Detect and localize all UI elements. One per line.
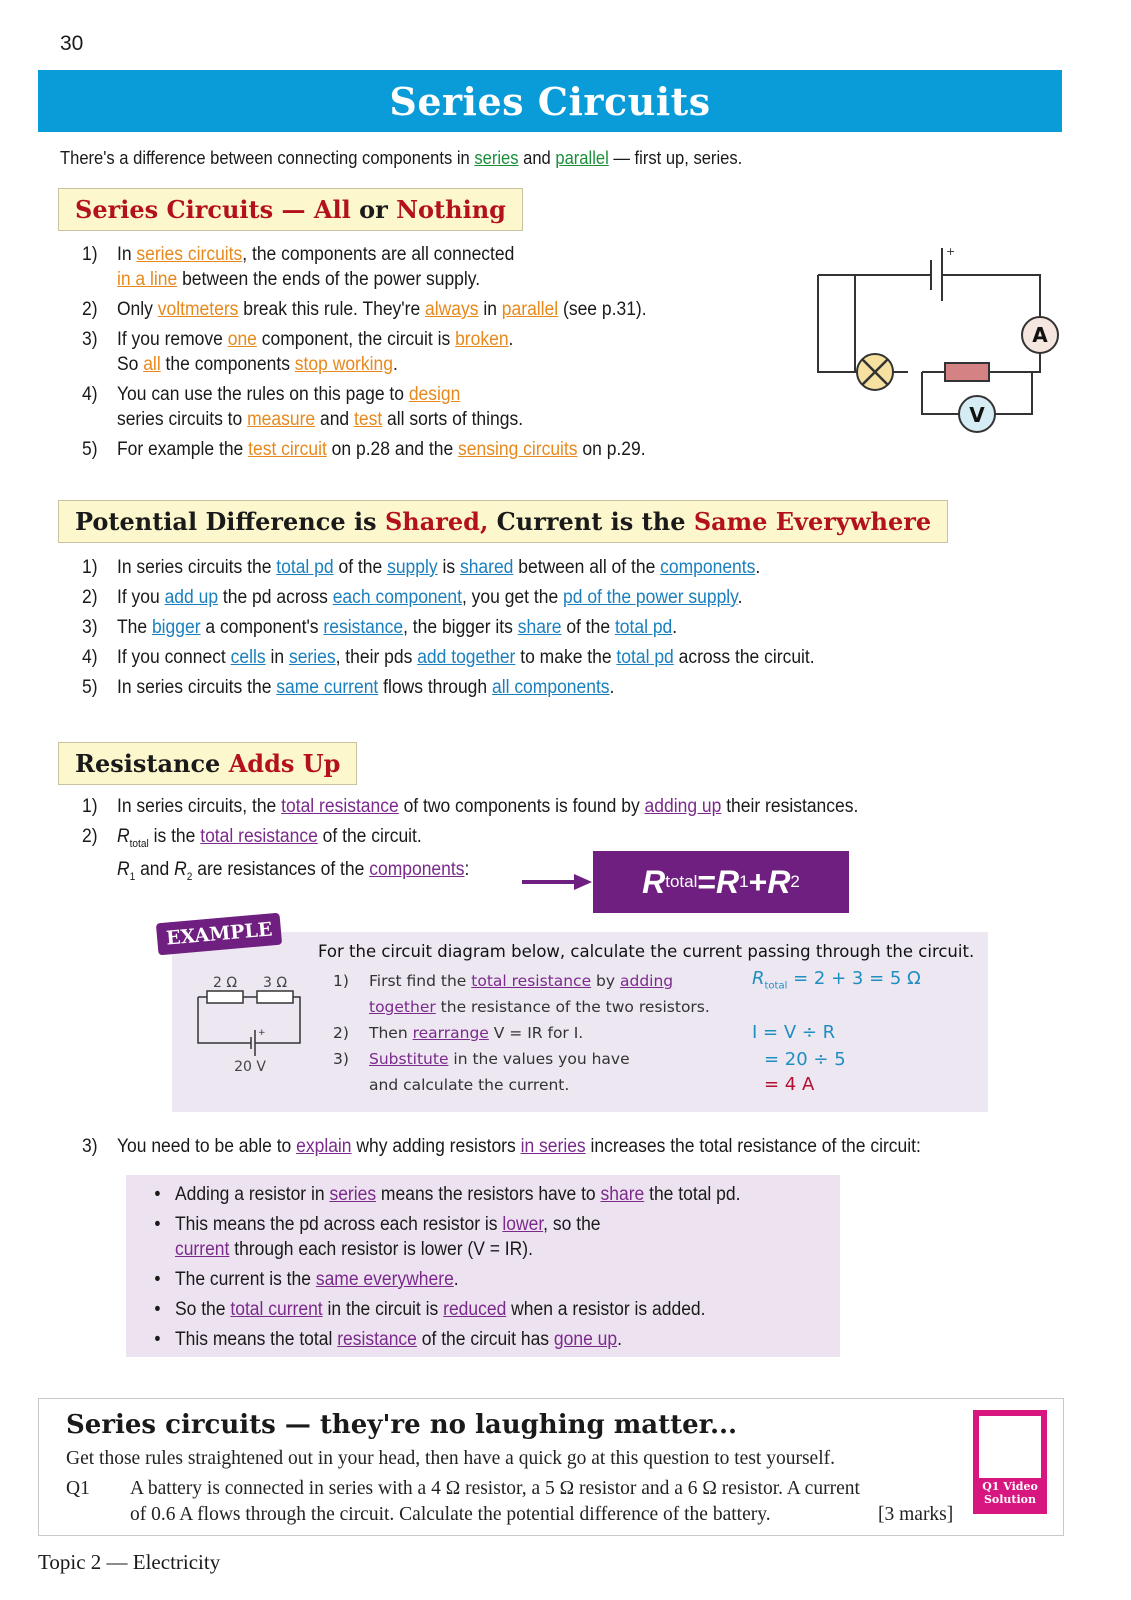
bullet-item: • This means the pd across each resistor is lower, so the current through each resistor is lower (V = IR).: [154, 1214, 601, 1260]
bullet-item: • This means the total resistance of the circuit has gone up.: [154, 1329, 622, 1350]
series-circuit-diagram: [810, 240, 1070, 470]
resistor-2-ohm-icon: [207, 991, 243, 1003]
list-item: 4) If you connect cells in series, their pds add together to make the total pd across the circuit.: [82, 647, 815, 668]
list-item: 5) For example the test circuit on p.28 and the sensing circuits on p.29.: [82, 439, 646, 460]
r2-label: 3 Ω: [262, 975, 288, 991]
question-number: Q1: [66, 1478, 90, 1499]
explanation-bullets: [140, 1180, 740, 1355]
list-item: 3) If you remove one component, the circuit is broken. So all the components stop working.: [82, 329, 514, 375]
title-banner: [38, 70, 1062, 132]
example-step: 2) Then rearrange V = IR for I.: [333, 1024, 584, 1042]
example-question: For the circuit diagram below, calculate the current passing through the circuit.: [318, 942, 975, 961]
section2-list: [82, 553, 815, 703]
arrow-icon: [522, 872, 592, 892]
list-item: 2) If you add up the pd across each component, you get the pd of the power supply.: [82, 587, 743, 608]
question-line-1: A battery is connected in series with a 4 Ω resistor, a 5 Ω resistor and a 6 Ω resistor. A current: [130, 1478, 860, 1499]
qr-code-placeholder: [979, 1416, 1041, 1478]
page-number: 30: [60, 32, 84, 55]
section-heading-resistance-adds-up: Resistance Adds Up: [58, 742, 357, 785]
resistor-3-ohm-icon: [257, 991, 293, 1003]
voltage-label: 20 V: [234, 1059, 266, 1075]
example-step: 3) Substitute in the values you have and calculate the current.: [333, 1050, 630, 1094]
list-item: 2) $R_{total}$ is the total resistance of the circuit. $R_1$ and $R_2$ are resistances of the components:: [82, 826, 470, 883]
section1-list: [82, 240, 647, 465]
practice-subtitle: Get those rules straightened out in your head, then have a quick go at this question to test yourself.: [66, 1448, 835, 1469]
list-item: 2) Only voltmeters break this rule. They're always in parallel (see p.31).: [82, 299, 647, 320]
link-parallel: parallel: [555, 148, 609, 168]
calc-substitute: = 20 ÷ 5: [764, 1049, 846, 1070]
intro-text: There's a difference between connecting components in series and parallel — first up, series.: [60, 148, 743, 168]
circuit-wires: [818, 275, 1040, 372]
page-title: Series Circuits: [389, 78, 711, 124]
calc-answer: = 4 A: [764, 1074, 815, 1095]
question-marks: [3 marks]: [878, 1504, 954, 1525]
practice-title: Series circuits — they're no laughing matter...: [66, 1410, 738, 1440]
section-heading-pd-shared: Potential Difference is Shared, Current is the Same Everywhere: [58, 500, 948, 543]
calc-ohms-law: I = V ÷ R: [752, 1022, 836, 1043]
topic-footer: Topic 2 — Electricity: [38, 1550, 221, 1574]
cell-plus-label: +: [946, 245, 956, 258]
example-steps: [333, 968, 710, 1098]
ammeter-label: A: [1032, 323, 1048, 347]
video-solution-button[interactable]: Q1 Video Solution: [973, 1410, 1047, 1514]
bullet-item: • The current is the same everywhere.: [154, 1269, 459, 1290]
bullet-item: • Adding a resistor in series means the resistors have to share the total pd.: [154, 1184, 741, 1205]
bullet-item: • So the total current in the circuit is reduced when a resistor is added.: [154, 1299, 706, 1320]
section3-item3: [82, 1132, 921, 1162]
question-line-2: of 0.6 A flows through the circuit. Calculate the potential difference of the battery.: [130, 1504, 771, 1525]
svg-text:+: +: [258, 1028, 266, 1038]
r1-label: 2 Ω: [212, 975, 238, 991]
voltmeter-label: V: [969, 403, 985, 427]
example-tag: EXAMPLE: [156, 913, 283, 956]
list-item: 1) In series circuits, the components are all connected in a line between the ends of the power supply.: [82, 244, 515, 290]
section-heading-all-or-nothing: Series Circuits — All or Nothing: [58, 188, 523, 231]
example-circuit-diagram: [195, 975, 315, 1075]
link-series: series: [474, 148, 519, 168]
example-step: 1) First find the total resistance by adding together the resistance of the two resistors.: [333, 972, 710, 1016]
list-item: 5) In series circuits the same current flows through all components.: [82, 677, 615, 698]
list-item: 3) You need to be able to explain why adding resistors in series increases the total resistance of the circuit:: [82, 1136, 921, 1157]
list-item: 3) The bigger a component's resistance, the bigger its share of the total pd.: [82, 617, 678, 638]
list-item: 4) You can use the rules on this page to design series circuits to measure and test all sorts of things.: [82, 384, 524, 430]
resistance-formula: R total = R 1 + R 2: [593, 851, 849, 913]
calc-rtotal: $R_{total} = 2 + 3 = 5$ Ω: [752, 968, 921, 992]
list-item: 1) In series circuits the total pd of the supply is shared between all of the components.: [82, 557, 761, 578]
resistor-icon: [945, 363, 989, 381]
list-item: 1) In series circuits, the total resistance of two components is found by adding up their resistances.: [82, 796, 859, 817]
